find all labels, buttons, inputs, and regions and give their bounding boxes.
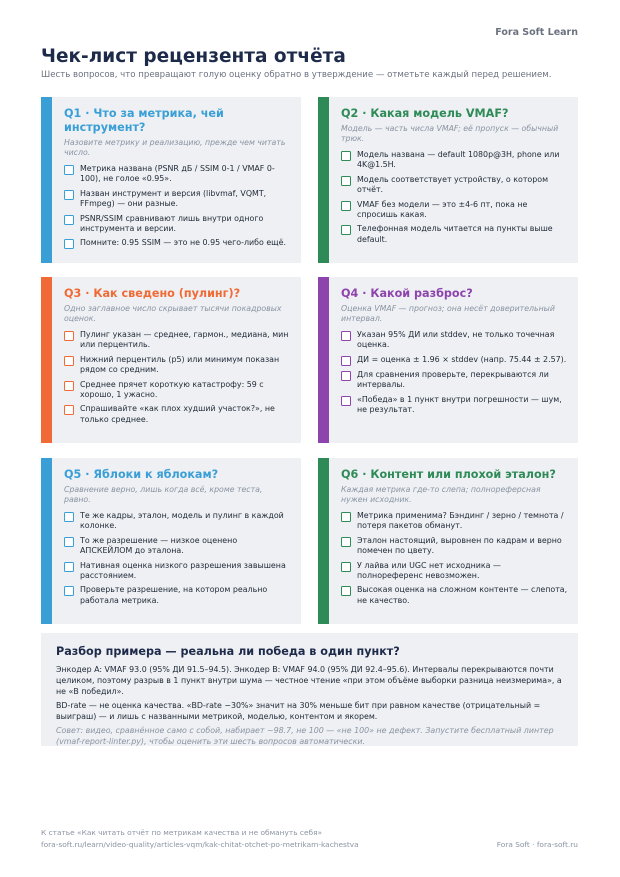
example-paragraph-encoders: Энкодер A: VMAF 93.0 (95% ДИ 91.5–94.5). Энкодер B: VMAF 94.0 (95% ДИ 92.4–95.6). Интервалы перекрываются почти целиком, поэтому разрыв в 1 пункт внутри шума — честное чтение «при этом объёме выборки разница неизмерима», а не «В победил». <box>56 665 562 696</box>
checklist-item-text: Модель соответствует устройству, о котором отчёт. <box>357 174 549 195</box>
checklist-item[interactable] <box>341 511 568 532</box>
checklist-item-text: Помните: 0.95 SSIM — это не 0.95 чего-либо ещё. <box>80 238 286 248</box>
question-card-q4 <box>318 277 578 443</box>
card-accent-bar <box>41 458 52 624</box>
checkbox-icon[interactable] <box>341 512 351 522</box>
checkbox-icon[interactable] <box>64 562 74 572</box>
card-accent-bar <box>318 97 329 263</box>
checklist-item-text: То же разрешение — низкое оценено АПСКЕЙЛОМ до эталона. <box>80 535 238 556</box>
checklist-item-text: Среднее прячет короткую катастрофу: 59 с хорошо, 1 ужасно. <box>80 379 264 400</box>
card-note: Оценка VMAF — прогноз; она несёт доверительный интервал. <box>341 304 555 323</box>
card-title: Q4 · Какой разброс? <box>341 287 473 300</box>
checklist-item[interactable] <box>64 585 291 606</box>
card-title: Q1 · Что за метрика, чей инструмент? <box>64 107 224 134</box>
card-title: Q6 · Контент или плохой эталон? <box>341 468 556 481</box>
checklist-item-text: Спрашивайте «как плох худший участок?», не только среднее. <box>80 404 275 424</box>
checkbox-icon[interactable] <box>64 356 74 366</box>
card-note: Модель — часть числа VMAF; её пропуск — обычный трюк. <box>341 124 559 143</box>
question-card-q3 <box>41 277 301 443</box>
checklist-item-text: Назван инструмент и версия (libvmaf, VQMT, FFmpeg) — они разные. <box>80 188 267 209</box>
checklist-item[interactable] <box>341 355 568 366</box>
checkbox-icon[interactable] <box>341 225 351 235</box>
page-title: Чек-лист рецензента отчёта <box>41 46 346 67</box>
checklist-item-text: Телефонная модель читается на пункты выше default. <box>357 224 553 244</box>
checkbox-icon[interactable] <box>341 562 351 572</box>
brand-label: Fora Soft Learn <box>495 27 578 38</box>
checkbox-icon[interactable] <box>341 356 351 366</box>
card-accent-bar <box>41 277 52 443</box>
checklist-item[interactable] <box>341 395 568 416</box>
checkbox-icon[interactable] <box>64 239 74 249</box>
question-card-q5 <box>41 458 301 624</box>
card-accent-bar <box>41 97 52 263</box>
checkbox-icon[interactable] <box>341 537 351 547</box>
page-subtitle: Шесть вопросов, что превращают голую оценку обратно в утверждение — отметьте каждый перед решением. <box>41 70 552 80</box>
footer-site-label[interactable]: Fora Soft · fora-soft.ru <box>496 840 578 849</box>
checkbox-icon[interactable] <box>64 215 74 225</box>
example-paragraph-bdrate: BD-rate — не оценка качества. «BD-rate −30%» значит на 30% меньше бит при равном качестве (отрицательный = выиграш) — и лишь с названными метрикой, моделью, контентом и якорем. <box>56 701 541 721</box>
checklist-item-text: Метрика названа (PSNR дБ / SSIM 0-1 / VMAF 0-100), не голое «0.95». <box>80 164 275 184</box>
checkbox-icon[interactable] <box>64 405 74 415</box>
checkbox-icon[interactable] <box>64 190 74 200</box>
checkbox-icon[interactable] <box>64 537 74 547</box>
card-title: Q5 · Яблоки к яблокам? <box>64 468 219 481</box>
checkbox-icon[interactable] <box>341 201 351 211</box>
checklist-item-text: Нижний перцентиль (p5) или минимум показан рядом со средним. <box>80 354 280 375</box>
checkbox-icon[interactable] <box>341 396 351 406</box>
checklist-item-text: PSNR/SSIM сравнивают лишь внутри одного инструмента и версии. <box>80 213 264 234</box>
question-card-q6 <box>318 458 578 624</box>
checklist-item-text: Нативная оценка низкого разрешения завышена расстоянием. <box>80 560 286 581</box>
card-note: Каждая метрика где-то слепа; полнореферсная нужен исходник. <box>341 485 541 504</box>
worked-example-panel <box>41 633 578 746</box>
checklist-item[interactable] <box>64 511 291 532</box>
checklist-item[interactable] <box>64 189 291 210</box>
checklist-item[interactable] <box>341 150 568 171</box>
checklist-item-text: ДИ = оценка ± 1.96 × stddev (напр. 75.44 ± 2.57). <box>357 354 567 364</box>
checklist-item-text: Высокая оценка на сложном контенте — слепота, не качество. <box>357 585 568 605</box>
checklist-item[interactable] <box>64 330 291 351</box>
card-title: Q2 · Какая модель VMAF? <box>341 107 509 120</box>
card-title: Q3 · Как сведено (пулинг)? <box>64 287 241 300</box>
checklist-item-text: Метрика применима? Бэндинг / зерно / темнота / потеря пакетов обманут. <box>357 511 564 531</box>
question-card-q1 <box>41 97 301 263</box>
card-accent-bar <box>318 277 329 443</box>
checkbox-icon[interactable] <box>64 331 74 341</box>
checklist-item[interactable] <box>341 370 568 391</box>
checkbox-icon[interactable] <box>341 176 351 186</box>
example-tip: Совет: видео, сравнённое само с собой, набирает ~98.7, не 100 — «не 100» не дефект. Запустите бесплатный линтер (vmaf-report-linter.py), чтобы оценить эти шесть вопросов автоматически. <box>56 726 554 746</box>
checkbox-icon[interactable] <box>341 151 351 161</box>
checklist-item-text: Для сравнения проверьте, перекрываются ли интервалы. <box>357 369 549 390</box>
checkbox-icon[interactable] <box>64 165 74 175</box>
card-accent-bar <box>318 458 329 624</box>
checklist-item[interactable] <box>64 355 291 376</box>
checklist-item[interactable] <box>341 585 568 606</box>
checklist-item-text: Проверьте разрешение, на котором реально работала метрика. <box>80 585 268 605</box>
checklist-item[interactable] <box>64 164 291 185</box>
checkbox-icon[interactable] <box>64 512 74 522</box>
checklist-item[interactable] <box>341 536 568 557</box>
checklist-item-text: Те же кадры, эталон, модель и пулинг в каждой колонке. <box>80 511 284 531</box>
example-title: Разбор примера — реальна ли победа в один пункт? <box>56 645 400 658</box>
footer-article-link[interactable]: fora-soft.ru/learn/video-quality/articles-vqm/kak-chitat-otchet-po-metrikam-kachestva <box>41 840 359 849</box>
checklist-item-text: Указан 95% ДИ или stddev, не только точечная оценка. <box>357 330 555 350</box>
checklist-item-text: Пулинг указан — среднее, гармон., медиана, мин или перцентиль. <box>80 330 289 350</box>
checklist-item[interactable] <box>64 561 291 582</box>
checkbox-icon[interactable] <box>341 586 351 596</box>
checklist-item-text: У лайва или UGC нет исходника — полнореференс невозможен. <box>357 560 501 581</box>
checklist-item[interactable] <box>64 404 291 425</box>
checkbox-icon[interactable] <box>64 586 74 596</box>
card-note: Одно заглавное число скрывает тысячи покадровых оценок. <box>64 304 282 323</box>
checkbox-icon[interactable] <box>64 381 74 391</box>
checklist-item[interactable] <box>341 200 568 221</box>
footer-article-reference: К статье «Как читать отчёт по метрикам качества и не обмануть себя» <box>41 828 323 837</box>
checklist-item[interactable] <box>341 330 568 351</box>
checklist-item[interactable] <box>341 175 568 196</box>
card-note: Назовите метрику и реализацию, прежде чем читать число. <box>64 138 286 157</box>
question-card-q2 <box>318 97 578 263</box>
checkbox-icon[interactable] <box>341 371 351 381</box>
checklist-item[interactable] <box>64 238 291 249</box>
checklist-item-text: VMAF без модели — это ±4-6 пт, пока не спросишь какая. <box>357 199 528 220</box>
checklist-item-text: Модель названа — default 1080p@3H, phone или 4K@1.5H. <box>357 150 560 170</box>
checklist-item[interactable] <box>341 561 568 582</box>
checklist-item[interactable] <box>64 214 291 235</box>
checklist-item[interactable] <box>64 536 291 557</box>
checklist-item-text: «Победа» в 1 пункт внутри погрешности — шум, не результат. <box>357 394 562 415</box>
checklist-item[interactable] <box>64 380 291 401</box>
checklist-item[interactable] <box>341 224 568 245</box>
card-note: Сравнение верно, лишь когда всё, кроме теста, равно. <box>64 485 263 504</box>
checkbox-icon[interactable] <box>341 331 351 341</box>
checklist-item-text: Эталон настоящий, выровнен по кадрам и верно помечен по цвету. <box>357 535 562 556</box>
